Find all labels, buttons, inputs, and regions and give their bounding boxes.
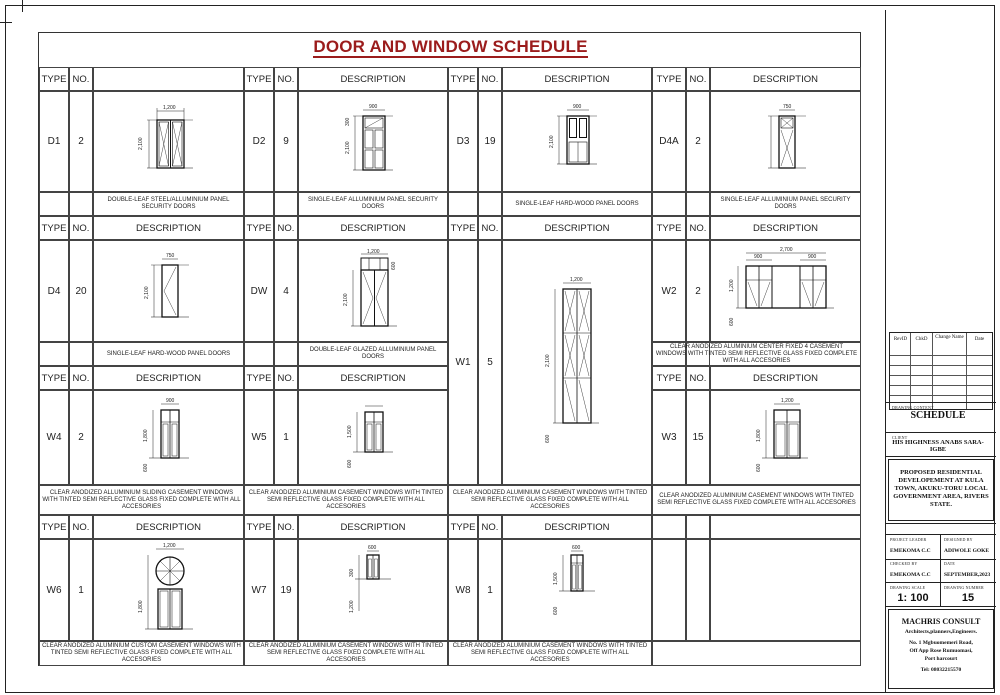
quantity-cell: 9 — [274, 91, 298, 192]
description-header: DESCRIPTION — [93, 366, 244, 390]
no-header: NO. — [274, 366, 298, 390]
type-cell: W6 — [39, 539, 69, 641]
elevation-w3 — [710, 390, 861, 485]
width-dimension: 2,700 — [779, 247, 793, 253]
no-header: NO. — [478, 67, 502, 91]
description-header: DESCRIPTION — [502, 515, 652, 539]
quantity-cell: 4 — [274, 240, 298, 342]
firm-subtitle: Architects,planners,Engineers. — [904, 629, 978, 635]
sill-dimension: 600 — [553, 606, 559, 615]
fanlight-dimension: 300 — [345, 117, 351, 126]
height-dimension: 1,200 — [728, 279, 735, 292]
empty-cell — [686, 192, 710, 216]
no-header: NO. — [69, 515, 93, 539]
description-header: DESCRIPTION — [93, 515, 244, 539]
drawing-number: 15 — [961, 592, 975, 604]
checked-header: ChkD — [915, 337, 928, 342]
empty-cell — [69, 192, 93, 216]
empty-cell — [710, 515, 861, 539]
crop-mark — [22, 0, 23, 12]
consultant-box — [886, 606, 996, 692]
width-dimension: 900 — [573, 103, 582, 110]
type-cell: D2 — [244, 91, 274, 192]
sill-dimension: 600 — [728, 317, 735, 326]
description-header: DESCRIPTION — [710, 216, 861, 240]
empty-cell — [686, 515, 710, 539]
type-cell: W8 — [448, 539, 478, 641]
d1-elevation-drawing — [129, 102, 209, 182]
no-header: NO. — [686, 216, 710, 240]
empty-cell — [244, 192, 274, 216]
type-header: TYPE — [448, 216, 478, 240]
d2-elevation-drawing — [333, 102, 413, 182]
width-dimension: 600 — [368, 545, 377, 551]
no-header: NO. — [274, 216, 298, 240]
drawing-content: SCHEDULE — [910, 410, 966, 421]
height-dimension: 1,800 — [137, 600, 144, 613]
no-header: NO. — [274, 67, 298, 91]
type-cell: DW — [244, 240, 274, 342]
quantity-cell: 2 — [69, 390, 93, 485]
elevation-d4 — [93, 240, 244, 342]
empty-cell — [244, 342, 274, 366]
type-header: TYPE — [244, 67, 274, 91]
type-header: TYPE — [244, 515, 274, 539]
description-cell: CLEAR ANODIZED ALUMINIUM CASEMENT WINDOWS WITH TINTED SEMI REFLECTIVE GLASS FIXED COMPLETE WITH ALL ACCESORIES — [244, 641, 448, 666]
project-box — [886, 456, 996, 524]
type-cell: W4 — [39, 390, 69, 485]
empty-cell — [274, 342, 298, 366]
sill-dimension: 600 — [545, 434, 551, 443]
width-dimension: 900 — [369, 103, 378, 110]
type-cell: D1 — [39, 91, 69, 192]
w8-elevation-drawing — [537, 543, 617, 637]
height-dimension: 2,100 — [545, 353, 551, 367]
description-header: DESCRIPTION — [93, 216, 244, 240]
empty-cell — [652, 515, 686, 539]
type-header: TYPE — [39, 67, 69, 91]
quantity-cell: 20 — [69, 240, 93, 342]
width-dimension: 1,200 — [780, 397, 794, 404]
height-dimension: 1,800 — [142, 428, 149, 442]
no-header: NO. — [69, 216, 93, 240]
description-cell: SINGLE-LEAF HARD-WOOD PANEL DOORS — [502, 192, 652, 216]
description-cell: CLEAR ANODIZED ALUMINIUM CASEMENT WINDOWS WITH TINTED SEMI REFLECTIVE GLASS FIXED COMPLETE WITH ALL ACCESORIES — [244, 485, 448, 515]
description-header: DESCRIPTION — [298, 67, 448, 91]
description-cell: SINGLE-LEAF ALLUMINIUM PANEL SECURITY DOORS — [710, 192, 861, 216]
no-header: NO. — [274, 515, 298, 539]
height-dimension: 2,100 — [343, 293, 349, 306]
quantity-cell: 1 — [478, 539, 502, 641]
type-header: TYPE — [39, 216, 69, 240]
type-header: TYPE — [39, 515, 69, 539]
firm-name: MACHRIS CONSULT — [901, 617, 981, 626]
sill-dimension: 600 — [347, 459, 353, 468]
type-cell: D4A — [652, 91, 686, 192]
description-header: DESCRIPTION — [710, 67, 861, 91]
door-window-schedule — [38, 32, 861, 666]
sill-dimension: 600 — [755, 463, 762, 472]
w2-elevation-drawing — [726, 246, 846, 336]
description-cell: SINGLE-LEAF ALLUMINIUM PANEL SECURITY DOORS — [298, 192, 448, 216]
width-dimension: 1,200 — [570, 276, 583, 283]
empty-cell — [652, 539, 686, 641]
type-cell: D4 — [39, 240, 69, 342]
type-cell: W3 — [652, 390, 686, 485]
description-cell: DOUBLE-LEAF GLAZED ALLUMINIUM PANEL DOORS — [298, 342, 448, 366]
w1-elevation-drawing — [537, 273, 617, 453]
quantity-cell: 19 — [274, 539, 298, 641]
description-cell: SINGLE-LEAF HARD-WOOD PANEL DOORS — [93, 342, 244, 366]
head-dimension: 300 — [349, 568, 355, 577]
address-line: Port harcourt — [924, 656, 958, 662]
scale-box: DRAWING SCALE DRAWING NUMBER 1: 100 15 — [886, 582, 996, 606]
d3-elevation-drawing — [537, 102, 617, 182]
elevation-w7 — [298, 539, 448, 641]
description-cell: CLEAR ANODIZED ALUMINIUM CASEMENT WINDOWS WITH TINTED SEMI REFLECTIVE GLASS FIXED COMPLETE WITH ALL ACCESORIES — [652, 485, 861, 515]
height-dimension: 1,500 — [347, 424, 353, 438]
type-cell: W7 — [244, 539, 274, 641]
no-header: NO. — [478, 216, 502, 240]
height-dimension: 2,100 — [549, 134, 555, 148]
description-cell: CLEAR ANODIZED ALUMINIUM CUSTOM CASEMENT WINDOWS WITH TINTED SEMI REFLECTIVE GLASS FIXED COMPLETE WITH ALL ACCESORIES — [39, 641, 244, 666]
width-dimension: 900 — [165, 397, 174, 404]
w7-elevation-drawing — [333, 543, 413, 637]
no-header: NO. — [69, 67, 93, 91]
height-dimension: 1,800 — [755, 428, 762, 442]
elevation-w8 — [502, 539, 652, 641]
height-dimension: 2,100 — [137, 136, 144, 150]
type-header: TYPE — [652, 216, 686, 240]
description-header: DESCRIPTION — [298, 216, 448, 240]
type-cell: D3 — [448, 91, 478, 192]
drawing-content-box: DRAWING CONTENT SCHEDULE — [886, 402, 996, 432]
width-dimension: 750 — [782, 103, 791, 110]
client-name: HIS HIGHNESS ANABS SARA-IGBE — [892, 439, 984, 453]
height-dimension: 2,100 — [143, 286, 150, 299]
type-header: TYPE — [39, 366, 69, 390]
drawing-scale: 1: 100 — [897, 592, 929, 604]
schedule-title: DOOR AND WINDOW SCHEDULE — [313, 37, 588, 56]
empty-cell — [448, 192, 478, 216]
empty-cell — [274, 192, 298, 216]
w6-elevation-drawing — [129, 543, 209, 637]
description-cell: DOUBLE-LEAF STEEL/ALLUMINIUM PANEL SECURITY DOORS — [93, 192, 244, 216]
project-leader: EMEKOMA C.C — [890, 548, 931, 554]
w4-elevation-drawing — [129, 398, 209, 478]
date-header: Date — [974, 337, 985, 342]
quantity-cell: 15 — [686, 390, 710, 485]
width-dimension: 1,200 — [162, 104, 176, 111]
revision-table — [889, 332, 993, 410]
personnel-box: PROJECT LEADER DESIGNED BY EMEKOMA C.C ADIWOLE GOKE CHECKED BY DATE EMEKOMA C.C SEPTEMBER,2023 — [886, 534, 996, 582]
change-name-header: Change Name — [935, 335, 964, 340]
no-header: NO. — [478, 515, 502, 539]
type-header: TYPE — [448, 67, 478, 91]
elevation-d1 — [93, 91, 244, 192]
type-header: TYPE — [652, 366, 686, 390]
empty-cell — [686, 539, 710, 641]
w5-elevation-drawing — [333, 398, 413, 478]
empty-cell — [39, 192, 69, 216]
height-dimension: 1,500 — [553, 572, 559, 585]
sill-dimension: 600 — [142, 463, 149, 472]
quantity-cell: 19 — [478, 91, 502, 192]
address-line: No. 1 Mgbuomemeri Road, — [909, 640, 973, 646]
dw-elevation-drawing — [333, 248, 413, 334]
date-value: SEPTEMBER,2023 — [944, 572, 991, 578]
client-box: CLIENT HIS HIGHNESS ANABS SARA-IGBE — [886, 432, 996, 456]
project-title: PROPOSED RESIDENTIAL DEVELOPEMENT AT KULA TOWN, AKUKU-TORU LOCAL GOVERNMENT AREA, RIVERS STATE. — [893, 469, 989, 508]
empty-cell — [652, 192, 686, 216]
d4a-elevation-drawing — [746, 102, 826, 182]
description-header: DESCRIPTION — [502, 67, 652, 91]
casement-width-dimension: 900 — [807, 254, 816, 260]
empty-cell — [652, 641, 861, 666]
quantity-cell: 2 — [686, 91, 710, 192]
checked-by: EMEKOMA C.C — [890, 572, 931, 578]
no-header: NO. — [686, 366, 710, 390]
empty-cell — [39, 342, 69, 366]
quantity-cell: 1 — [274, 390, 298, 485]
w3-elevation-drawing — [746, 398, 826, 478]
description-cell: CLEAR ANODIZED ALUMINIUM CENTER FIXED 4 CASEMENT WINDOWS WITH TINTED SEMI REFLECTIVE GLASS FIXED COMPLETE WITH ALL ACCESORIES — [652, 342, 861, 366]
type-header: TYPE — [448, 515, 478, 539]
quantity-cell: 5 — [478, 240, 502, 485]
quantity-cell: 2 — [686, 240, 710, 342]
width-dimension: 750 — [165, 253, 174, 259]
empty-cell — [710, 539, 861, 641]
elevation-w6 — [93, 539, 244, 641]
casement-width-dimension: 900 — [753, 254, 762, 260]
empty-cell — [69, 342, 93, 366]
empty-cell — [478, 192, 502, 216]
type-header: TYPE — [244, 216, 274, 240]
elevation-w1 — [502, 240, 652, 485]
address-line: Off App Rose Rumuomasi, — [909, 648, 973, 654]
no-header: NO. — [69, 366, 93, 390]
elevation-dw — [298, 240, 448, 342]
type-header: TYPE — [652, 67, 686, 91]
elevation-w2 — [710, 240, 861, 342]
description-header: DESCRIPTION — [710, 366, 861, 390]
elevation-d3 — [502, 91, 652, 192]
type-cell: W1 — [448, 240, 478, 485]
type-cell: W2 — [652, 240, 686, 342]
description-cell: CLEAR ANODIZED ALUMINIUM CASEMENT WINDOWS WITH TINTED SEMI REFLECTIVE GLASS FIXED COMPLETE WITH ALL ACCESORIES — [448, 641, 652, 666]
d4-elevation-drawing — [129, 251, 209, 331]
description-header: DESCRIPTION — [298, 366, 448, 390]
width-dimension: 600 — [572, 545, 581, 551]
type-cell: W5 — [244, 390, 274, 485]
elevation-d2 — [298, 91, 448, 192]
description-cell: CLEAR ANODIZED ALUMINIUM CASEMENT WINDOWS WITH TINTED SEMI REFLECTIVE GLASS FIXED COMPLETE WITH ALL ACCESORIES — [448, 485, 652, 515]
width-dimension: 1,200 — [367, 249, 380, 255]
title-block — [885, 10, 995, 693]
rev-id-header: RevID — [893, 337, 908, 342]
quantity-cell: 2 — [69, 91, 93, 192]
quantity-cell: 1 — [69, 539, 93, 641]
description-cell: CLEAR ANODIZED ALLUMINIUM SLIDING CASEMENT WINDOWS WITH TINTED SEMI REFLECTIVE GLASS FIXED COMPLETE WITH ALL ACCESORIES — [39, 485, 244, 515]
type-header: TYPE — [244, 366, 274, 390]
elevation-d4a — [710, 91, 861, 192]
telephone: Tel: 08032215570 — [920, 667, 962, 673]
description-header: DESCRIPTION — [502, 216, 652, 240]
no-header: NO. — [686, 67, 710, 91]
width-dimension: 1,200 — [162, 543, 176, 549]
description-header: DESCRIPTION — [298, 515, 448, 539]
designed-by: ADIWOLE GOKE — [944, 548, 990, 554]
elevation-w5 — [298, 390, 448, 485]
crop-mark — [0, 22, 12, 23]
elevation-w4 — [93, 390, 244, 485]
fanlight-dimension: 600 — [391, 261, 397, 270]
description-header — [93, 67, 244, 91]
height-dimension: 2,100 — [345, 140, 351, 154]
height-dimension: 1,200 — [349, 600, 355, 613]
